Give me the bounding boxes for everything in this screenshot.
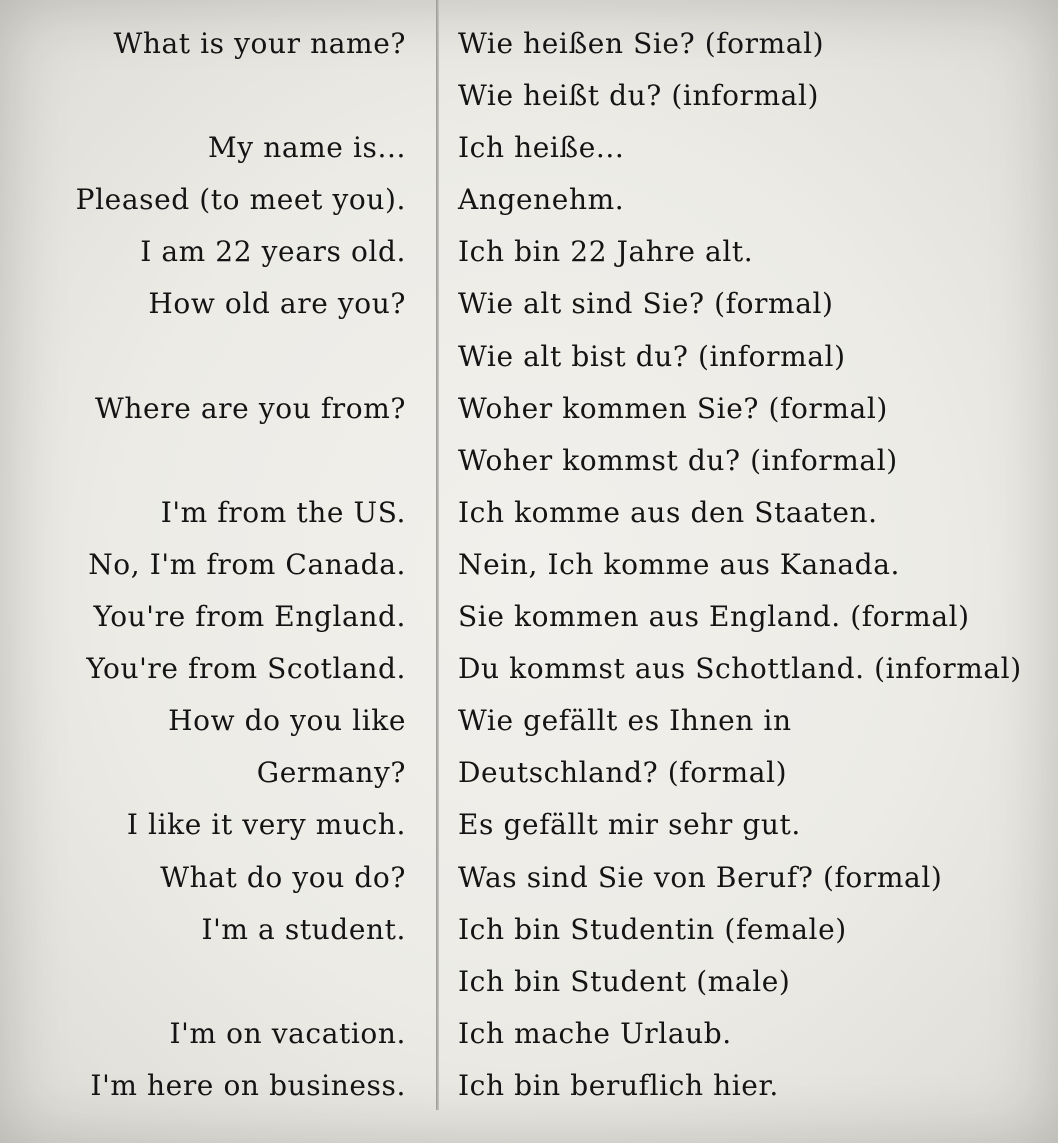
german-phrase: Ich bin Student (male) [458,964,791,998]
english-phrase: I am 22 years old. [140,235,406,269]
phrase-row [0,174,1058,226]
german-phrase: Nein, Ich komme aus Kanada. [458,547,900,581]
german-phrase: Ich mache Urlaub. [458,1016,732,1050]
english-phrase: No, I'm from Canada. [88,547,406,581]
phrase-row [0,643,1058,695]
phrase-row [0,695,1058,747]
german-phrase: Wie alt bist du? (informal) [458,339,846,373]
phrase-list [0,18,1058,1112]
english-phrase: Where are you from? [95,391,406,425]
german-phrase: Sie kommen aus England. (formal) [458,600,970,634]
german-phrase: Wie gefällt es Ihnen in [458,704,792,738]
phrase-row [0,747,1058,799]
german-phrase: Du kommst aus Schottland. (informal) [458,652,1022,686]
german-phrase: Es gefällt mir sehr gut. [458,808,801,842]
english-phrase: You're from England. [93,600,406,634]
english-phrase: How do you like [168,704,406,738]
phrase-row [0,435,1058,487]
phrase-row [0,226,1058,278]
english-phrase: My name is... [208,131,406,165]
english-phrase: Germany? [256,756,406,790]
german-phrase: Ich bin Studentin (female) [458,912,847,946]
german-phrase: Ich bin 22 Jahre alt. [458,235,754,269]
phrase-row [0,331,1058,383]
english-phrase: You're from Scotland. [86,652,406,686]
german-phrase: Ich komme aus den Staaten. [458,495,878,529]
phrase-row [0,487,1058,539]
german-phrase: Was sind Sie von Beruf? (formal) [458,860,943,894]
german-phrase: Angenehm. [458,183,625,217]
german-phrase: Wie alt sind Sie? (formal) [458,287,834,321]
phrase-row [0,956,1058,1008]
phrase-row [0,1060,1058,1112]
german-phrase: Woher kommst du? (informal) [458,443,898,477]
phrase-row [0,799,1058,851]
phrase-row [0,591,1058,643]
phrase-row [0,539,1058,591]
english-phrase: What do you do? [160,860,406,894]
english-phrase: How old are you? [148,287,406,321]
phrase-row [0,904,1058,956]
english-phrase: I'm from the US. [160,495,406,529]
english-phrase: What is your name? [113,27,406,60]
german-phrase: Woher kommen Sie? (formal) [458,391,888,425]
phrase-row [0,1008,1058,1060]
phrase-row [0,70,1058,122]
phrase-row [0,852,1058,904]
english-phrase: I like it very much. [126,808,406,842]
english-phrase: I'm a student. [201,912,406,946]
english-phrase: Pleased (to meet you). [75,183,406,217]
english-phrase: I'm on vacation. [169,1016,406,1050]
phrase-row [0,18,1058,70]
german-phrase: Deutschland? (formal) [458,756,788,790]
phrase-row [0,278,1058,330]
phrase-row [0,122,1058,174]
german-phrase: Wie heißen Sie? (formal) [458,27,825,60]
german-phrase: Wie heißt du? (informal) [458,79,820,113]
german-phrase: Ich bin beruflich hier. [458,1068,779,1102]
german-phrase: Ich heiße... [458,131,625,165]
english-phrase: I'm here on business. [90,1068,406,1102]
phrase-row [0,383,1058,435]
